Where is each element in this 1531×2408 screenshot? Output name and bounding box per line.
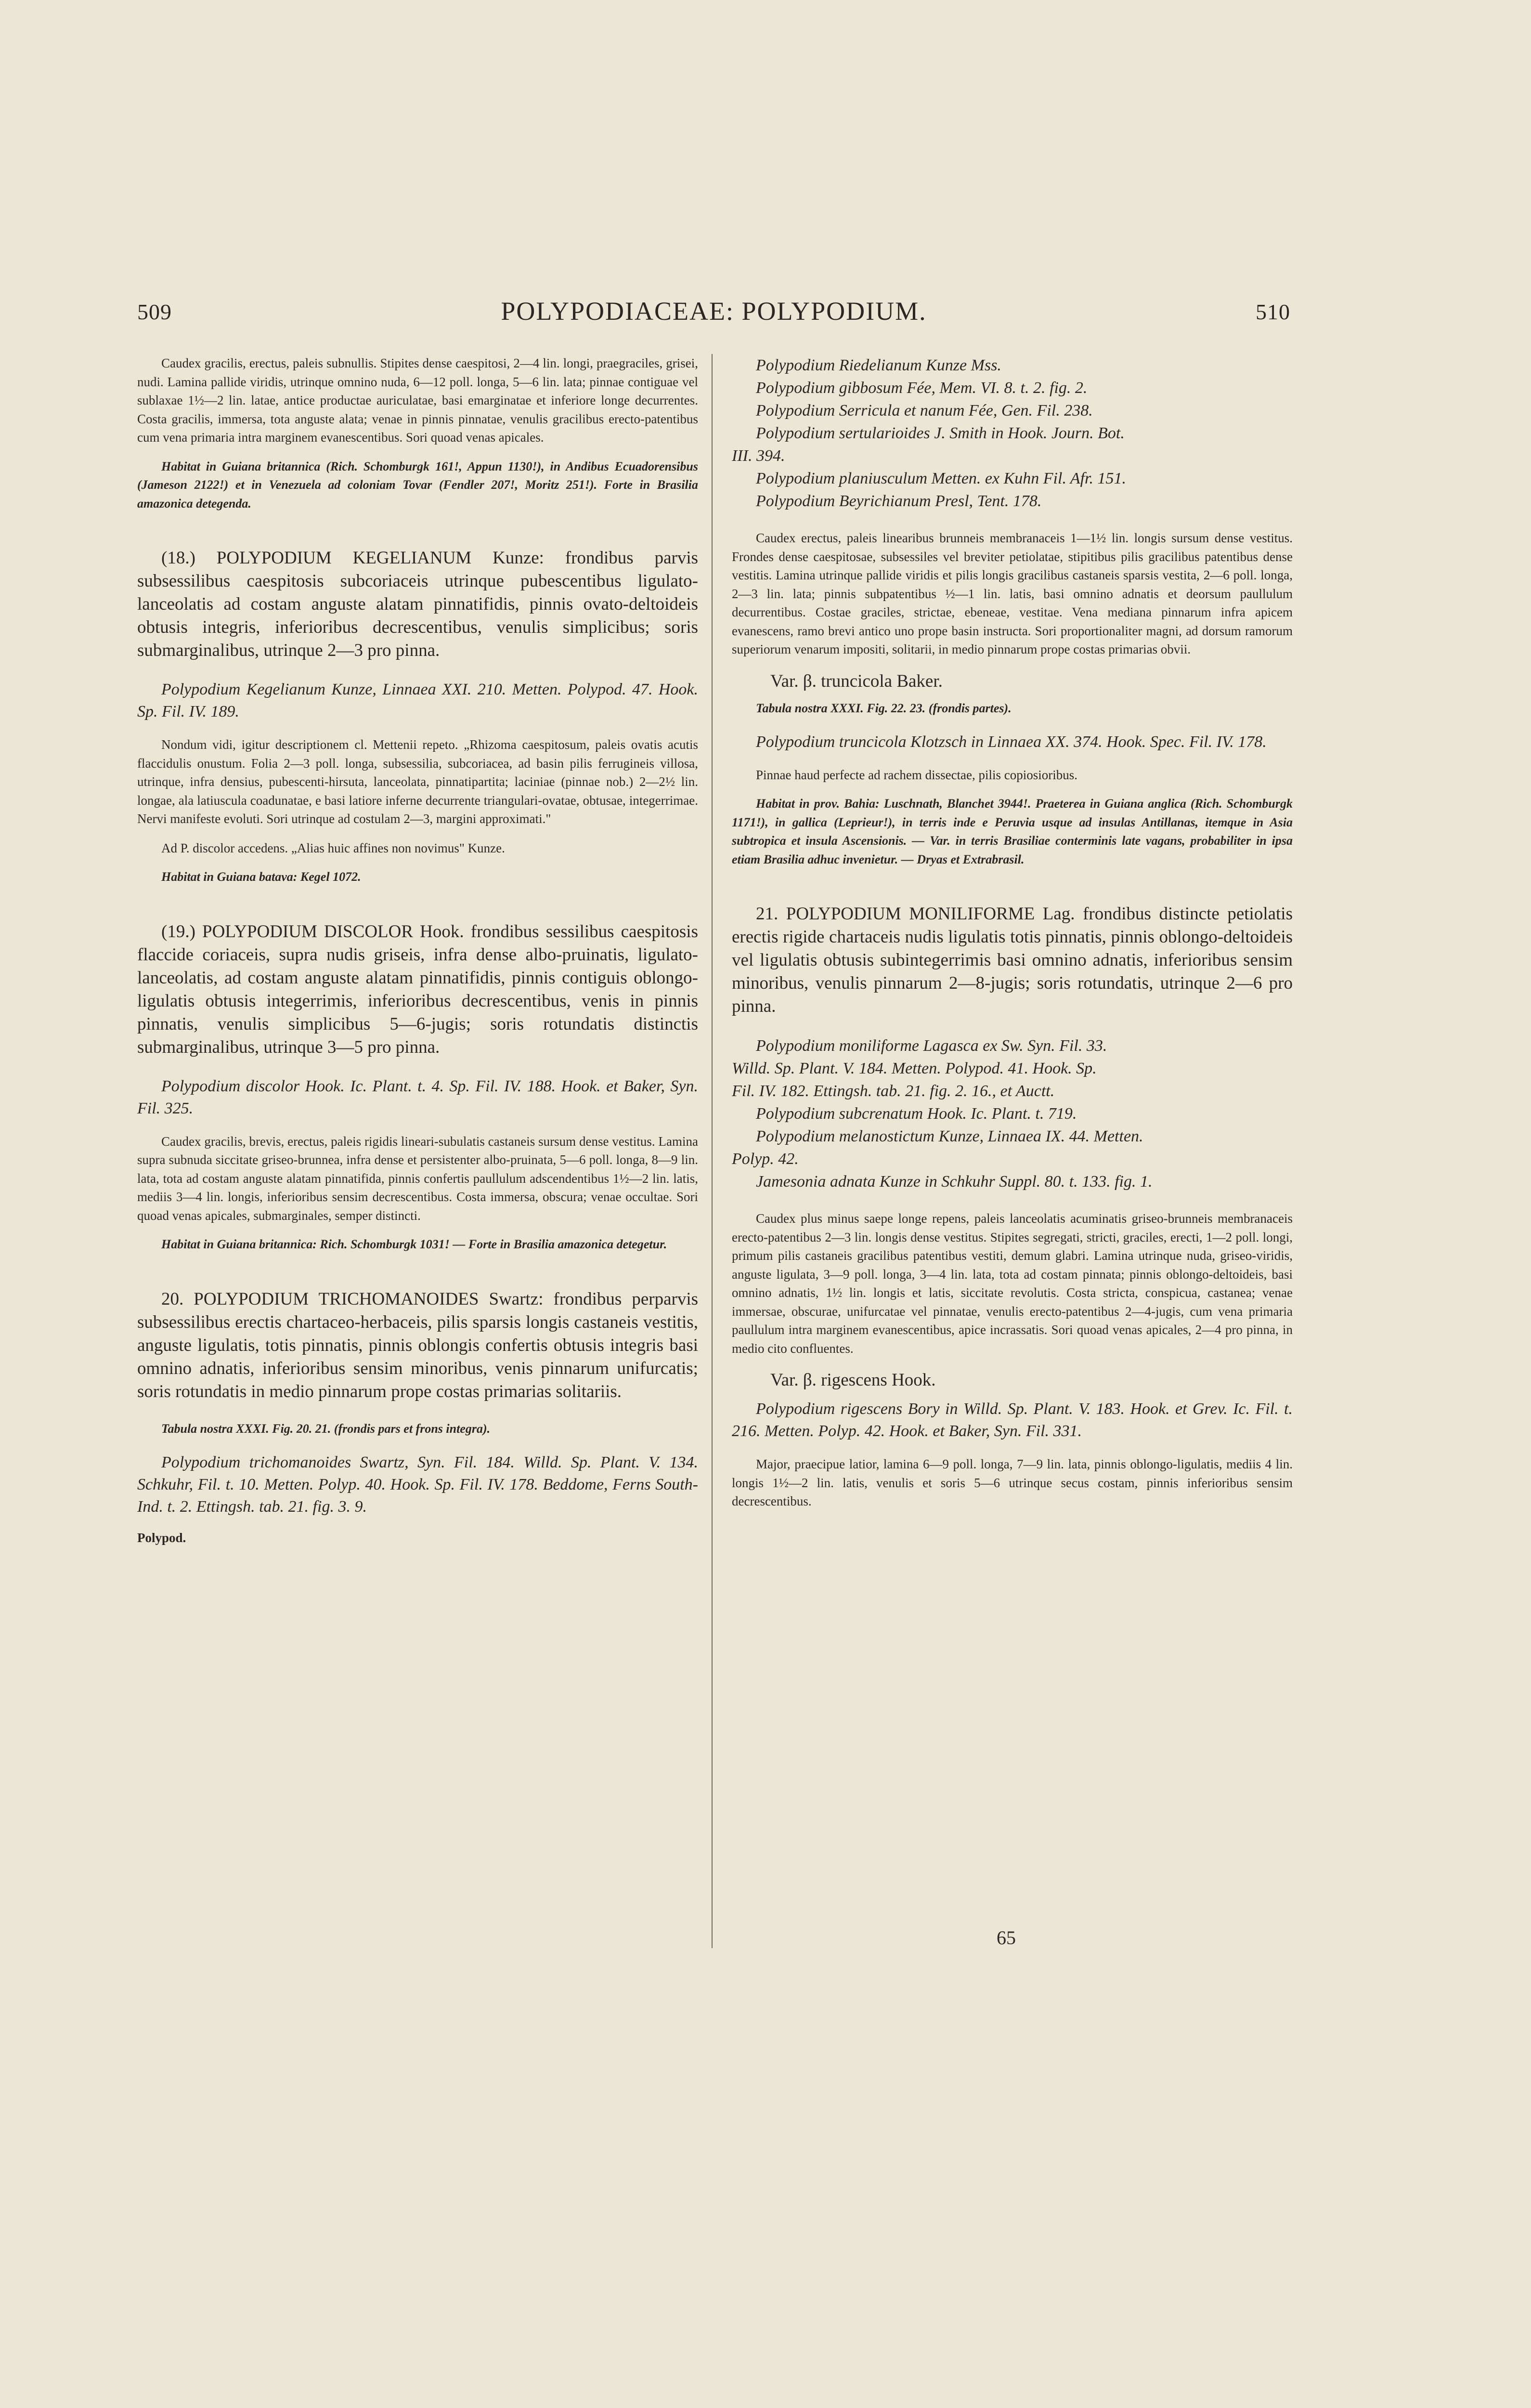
synonym-line: Polyp. 42. <box>732 1150 799 1168</box>
synonym-line: Fil. IV. 182. Ettingsh. tab. 21. fig. 2. 16., et Auctt. <box>732 1082 1055 1100</box>
habitat-paragraph: Habitat in Guiana britannica (Rich. Schomburgk 161!, Appun 1130!), in Andibus Ecuadorensibus (Jameson 2122!) et in Venezuela ad coloniam Tovar (Fendler 207!, Moritz 251!). Forte in Brasilia amazonica detegenda. <box>137 459 698 510</box>
running-title: POLYPODIACEAE: POLYPODIUM. <box>501 297 927 326</box>
species-19-references: Polypodium discolor Hook. Ic. Plant. t. 4. Sp. Fil. IV. 188. Hook. et Baker, Syn. Fil. 325. <box>137 1077 698 1117</box>
variety-description: Pinnae haud perfecte ad rachem dissectae, pilis copiosioribus. <box>756 767 1078 782</box>
right-column <box>732 354 1293 1521</box>
variety-2-references: Polypodium rigescens Bory in Willd. Sp. Plant. V. 183. Hook. et Grev. Ic. Fil. t. 216. Metten. Polyp. 42. Hook. et Baker, Syn. Fil. 331. <box>732 1400 1293 1440</box>
variety-plate-reference: Tabula nostra XXXI. Fig. 22. 23. (frondis partes). <box>756 701 1012 715</box>
species-21-description: Caudex plus minus saepe longe repens, paleis lanceolatis acuminatis griseo-brunneis membranaceis erecto-patentibus 2—3 lin. longis dense vestitus. Stipites segregati, stricti, graciles, erecti, 1—2 poll. longi, primum pilis castaneis gracilibus patentibus vestiti, demum glabri. Lamina utrinque nuda, griseo-viridis, anguste ligulata, 3—9 poll. longa, 3—4 lin. lata, tota ad costam pinnata; pinnis oblongo-deltoideis, basi omnino adnatis, 1½ lin. longis et latis, siccitate revolutis. Costa stricta, conspicua, castanea; venae immersae, obscurae, unifurcatae vel pinnatae, venulis erecto-patentibus 2—4-jugis, cum vena primaria paullulum intra marginem evanescentibus, apice incrassatis. Sori quoad venas apicales, 2—4 pro pinna, in medio cito confluentes. <box>732 1211 1293 1356</box>
synonym-line: Polypodium Beyrichianum Presl, Tent. 178. <box>756 492 1042 510</box>
synonym-line: Polypodium sertularioides J. Smith in Hook. Journ. Bot. <box>756 424 1125 442</box>
signature-mark: Polypod. <box>137 1530 186 1545</box>
species-18-diagnosis: (18.) POLYPODIUM KEGELIANUM Kunze: frondibus parvis subsessilibus caespitosis subcoriaceis utrinque pubescentibus ligulato-lanceolatis ad costam anguste alatam pinnatifidis, pinnis ovato-deltoideis obtusis integris, inferioribus decrescentibus, venulis simplicibus; soris submarginalibus, utrinque 2—3 pro pinna. <box>137 548 698 660</box>
synonym-line: III. 394. <box>732 447 785 465</box>
right-page-number: 510 <box>1256 300 1290 324</box>
species-18-description: Nondum vidi, igitur descriptionem cl. Mettenii repeto. „Rhizoma caespitosum, paleis ovatis acutis flaccidulis onustum. Folia 2—3 poll. longa, subsessilia, subcoriacea, ad basin pilis ferrugineis villosa, utrinque, infra densius, pubescenti-hirsuta, lanceolata, pinnatipartita; laciniae (pinnae nob.) 2—2½ lin. longae, ala latiuscula coadunatae, e basi latiore inferne decurrente triangulari-ovatae, obtusae, integerrimae. Nervi manifeste evoluti. Sori utrinque ad costulam 2—3, margini approximati." <box>137 737 698 826</box>
species-19-description: Caudex gracilis, brevis, erectus, paleis rigidis lineari-subulatis castaneis sursum dense vestitus. Lamina supra subnuda siccitate griseo-brunnea, infra dense et persistenter albo-pruinata, 5—6 poll. longa, 8—9 lin. lata, tota ad costam anguste alatam pinnatifida, pinnis confertis paullulum adscendentibus 1½—2 lin. latis, mediis 3—4 lin. longis, inferioribus sensim decrescentibus. Costa immersa, obscura; venae occultae. Sori quoad venas apicales, submarginales, semper distincti. <box>137 1134 698 1223</box>
species-21-synonyms <box>732 1034 1293 1193</box>
synonym-line: Polypodium gibbosum Fée, Mem. VI. 8. t. 2. fig. 2. <box>756 379 1088 397</box>
species-20-plate-reference: Tabula nostra XXXI. Fig. 20. 21. (frondis pars et frons integra). <box>161 1421 491 1436</box>
species-21-diagnosis: 21. POLYPODIUM MONILIFORME Lag. frondibus distincte petiolatis erectis rigide chartaceis nudis ligulatis totis pinnatis, pinnis oblongo-deltoideis vel ligulatis obtusis subintegerrimis basi omnino adnatis, inferioribus sensim minoribus, venulis pinnarum 2—8-jugis; soris rotundatis, utrinque 2—6 pro pinna. <box>732 904 1293 1016</box>
column-divider <box>712 354 713 1948</box>
signature-page-number: 65 <box>997 1927 1016 1949</box>
synonym-list <box>732 354 1293 512</box>
species-19-diagnosis: (19.) POLYPODIUM DISCOLOR Hook. frondibus sessilibus caespitosis flaccide coriaceis, supra nudis griseis, infra dense albo-pruinatis, ligulato-lanceolatis, ad costam anguste alatam pinnatifidis, pinnis contiguis oblongo-ligulatis obtusis integerrimis, inferioribus decrescentibus, venis in pinnis pinnatis, venulis simplicibus 5—6-jugis; soris rotundatis distinctis submarginalibus, utrinque 3—5 pro pinna. <box>137 921 698 1057</box>
species-20-references: Polypodium trichomanoides Swartz, Syn. Fil. 184. Willd. Sp. Plant. V. 134. Schkuhr, Fil. t. 10. Metten. Polyp. 40. Hook. Sp. Fil. IV. 178. Beddome, Ferns South-Ind. t. 2. Ettingsh. tab. 21. fig. 3. 9. <box>137 1453 698 1516</box>
species-18-note: Ad P. discolor accedens. „Alias huic affines non novimus" Kunze. <box>161 840 505 855</box>
species-20-diagnosis: 20. POLYPODIUM TRICHOMANOIDES Swartz: frondibus perparvis subsessilibus erectis chartaceo-herbaceis, pilis sparsis longis castaneis vestitis, anguste ligulatis, totis pinnatis, pinnis oblongis confertis obtusis integris basi omnino adnatis, inferioribus sensim minoribus, venis pinnarum unifurcatis; soris rotundatis in medio pinnarum prope costas primarias solitariis. <box>137 1289 698 1401</box>
species-19-habitat: Habitat in Guiana britannica: Rich. Schomburgk 1031! — Forte in Brasilia amazonica detegetur. <box>161 1237 667 1251</box>
variety-2-heading: Var. β. rigescens Hook. <box>770 1370 936 1390</box>
synonym-line: Polypodium moniliforme Lagasca ex Sw. Syn. Fil. 33. <box>756 1037 1107 1055</box>
running-head <box>137 296 1290 335</box>
variety-habitat: Habitat in prov. Bahia: Luschnath, Blanchet 3944!. Praeterea in Guiana anglica (Rich. Schomburgk 1171!), in gallica (Leprieur!), in terris inde e Peruvia usque ad insulas Antillanas, itemque in Asia subtropica et insula Ascensionis. — Var. in terris Brasiliae conterminis late vagans, probabiliter in ipsa etiam Brasilia adhuc invenietur. — Dryas et Extrabrasil. <box>732 797 1293 866</box>
synonym-line: Polypodium melanostictum Kunze, Linnaea IX. 44. Metten. <box>756 1127 1143 1145</box>
synonym-line: Polypodium Serricula et nanum Fée, Gen. Fil. 238. <box>756 402 1093 419</box>
variety-2-description: Major, praecipue latior, lamina 6—9 poll. longa, 7—9 lin. lata, pinnis oblongo-ligulatis, mediis 4 lin. longis 1½—2 lin. latis, venulis et soris 5—6 utrinque secus costam, pinnis inferioribus sensim decrescentibus. <box>732 1457 1293 1508</box>
species-18-references: Polypodium Kegelianum Kunze, Linnaea XXI. 210. Metten. Polypod. 47. Hook. Sp. Fil. IV. 189. <box>137 681 698 720</box>
synonym-line: Polypodium subcrenatum Hook. Ic. Plant. t. 719. <box>756 1105 1077 1123</box>
left-column <box>137 354 698 1545</box>
synonym-line: Jamesonia adnata Kunze in Schkuhr Suppl. 80. t. 133. fig. 1. <box>756 1173 1153 1191</box>
description-paragraph: Caudex gracilis, erectus, paleis subnullis. Stipites dense caespitosi, 2—4 lin. longi, praegraciles, grisei, nudi. Lamina pallide viridis, utrinque omnino nuda, 6—12 poll. longa, 5—6 lin. lata; pinnae contiguae vel sublaxae 1½—2 lin. latae, antice productae auriculatae, basi emarginatae et inferiore longe decurrentes. Costa gracilis, immersa, tota anguste alata; venae in pinnis pinnatae, venulis gracilibus erecto-patentibus cum vena primaria intra marginem evanescentibus. Sori quoad venas apicales. <box>137 356 698 445</box>
variety-heading: Var. β. truncicola Baker. <box>770 671 943 691</box>
synonym-line: Willd. Sp. Plant. V. 184. Metten. Polypod. 41. Hook. Sp. <box>732 1060 1097 1077</box>
variety-references: Polypodium truncicola Klotzsch in Linnaea XX. 374. Hook. Spec. Fil. IV. 178. <box>756 733 1267 751</box>
left-page-number: 509 <box>137 300 172 324</box>
species-18-habitat: Habitat in Guiana batava: Kegel 1072. <box>161 870 361 884</box>
species-20-description: Caudex erectus, paleis linearibus brunneis membranaceis 1—1½ lin. longis sursum dense vestitus. Frondes dense caespitosae, subsessiles vel breviter petiolatae, stipitibus pilis gracilibus patentibus dense vestitis. Lamina utrinque pallide viridis et pilis longis gracilibus castaneis sparsis vestita, 2—6 poll. longa, 2—3 lin. lata; pinnis subpatentibus ½—1 lin. latis, basi omnino adnatis et deorsum paullulum decurrentibus. Costae graciles, strictae, ebeneae, vestitae. Vena mediana pinnarum infra apicem evanescens, ramo brevi antico uno prope basin instructa. Sori proportionaliter magni, ad dorsum ramorum superiorum venarum impositi, solitarii, in medio pinnarum prope costas primarias obvii. <box>732 531 1293 656</box>
synonym-line: Polypodium Riedelianum Kunze Mss. <box>756 356 1001 374</box>
synonym-line: Polypodium planiusculum Metten. ex Kuhn Fil. Afr. 151. <box>756 470 1127 487</box>
